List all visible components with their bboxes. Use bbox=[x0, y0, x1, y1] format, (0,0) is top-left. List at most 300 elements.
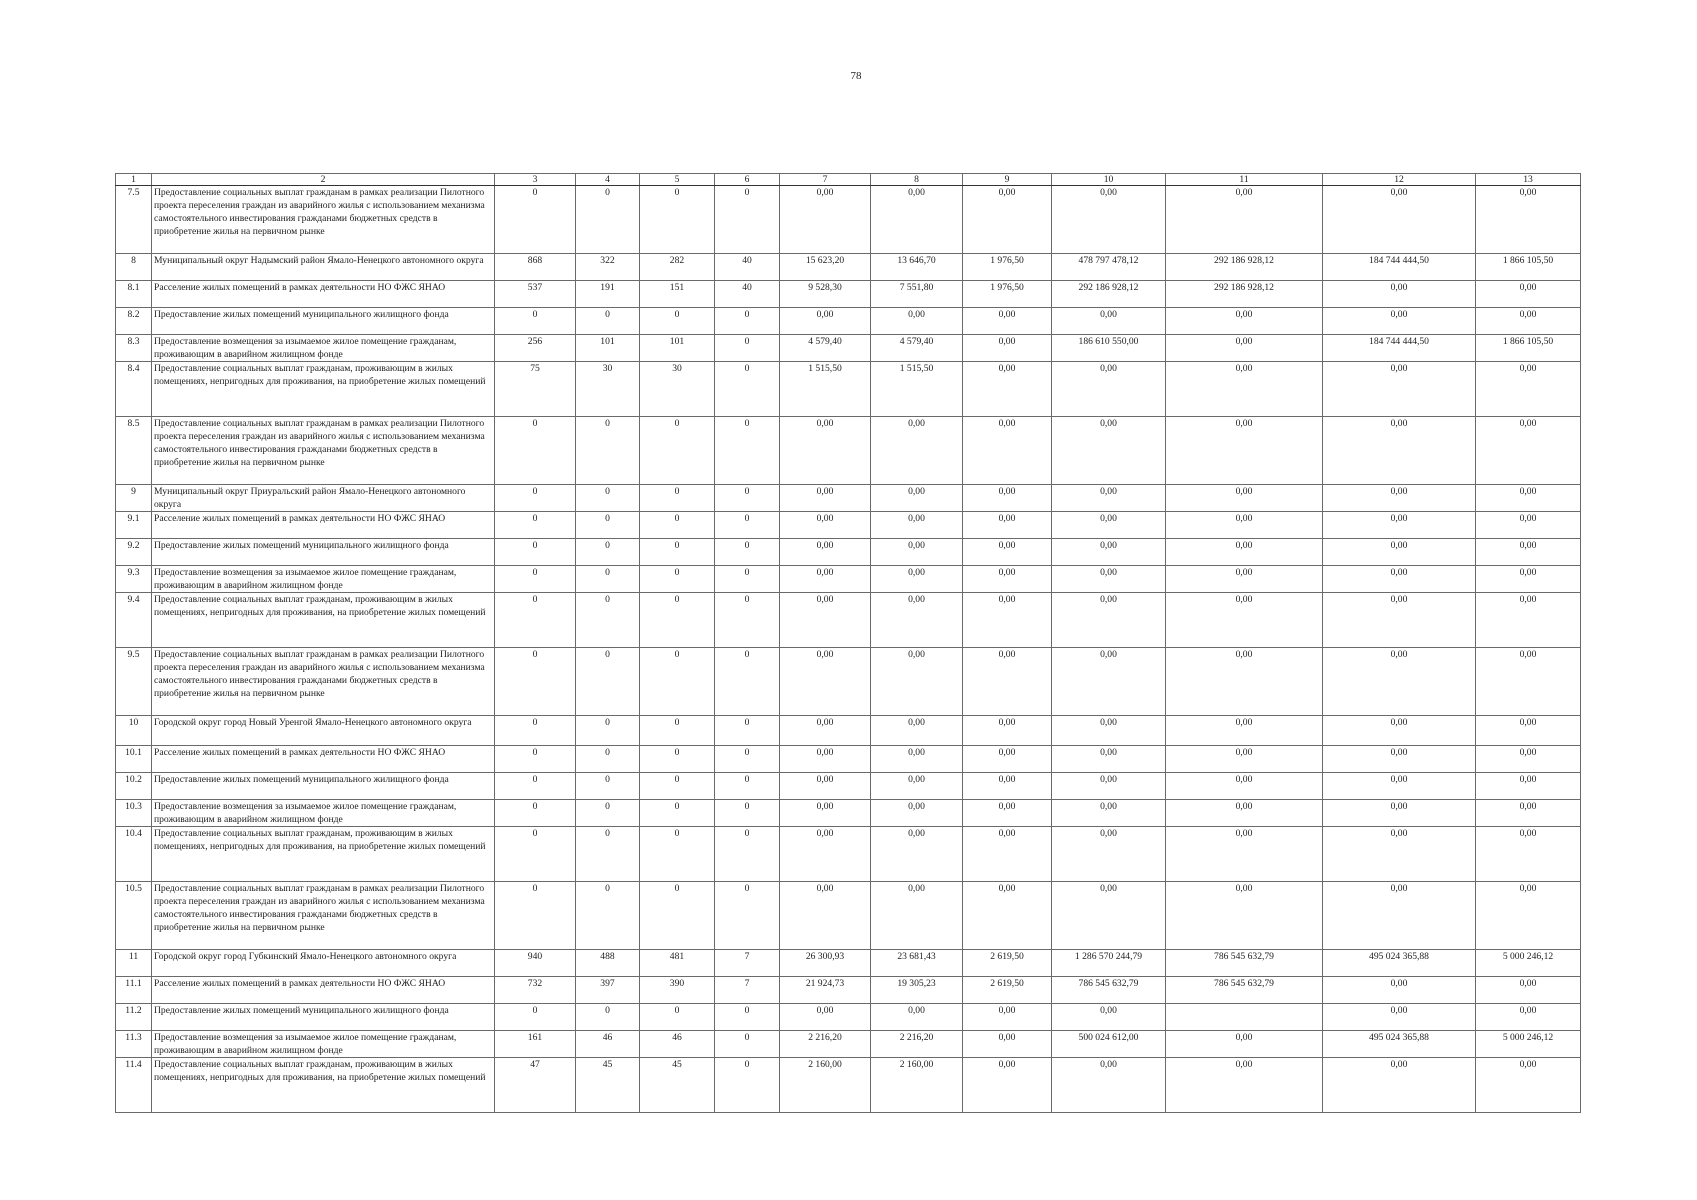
value-cell: 0,00 bbox=[1323, 977, 1476, 1004]
row-name-cell: Предоставление социальных выплат гражданам в рамках реализации Пилотного проекта переселения граждан из аварийного жилья с использованием механизма самостоятельного инвестирования гражданами бюджетных средств в приобретение жилья на первичном рынке bbox=[152, 882, 495, 950]
value-cell: 0,00 bbox=[871, 746, 963, 773]
value-cell: 0 bbox=[495, 539, 576, 566]
value-cell: 0 bbox=[715, 593, 780, 648]
column-header-9: 9 bbox=[963, 174, 1052, 186]
value-cell: 0,00 bbox=[1052, 716, 1166, 746]
value-cell: 5 000 246,12 bbox=[1476, 950, 1581, 977]
value-cell: 786 545 632,79 bbox=[1052, 977, 1166, 1004]
header-row bbox=[116, 174, 1581, 186]
value-cell: 0 bbox=[640, 827, 715, 882]
table-row bbox=[116, 308, 1581, 335]
table-row bbox=[116, 800, 1581, 827]
row-number-cell: 10.3 bbox=[116, 800, 152, 827]
value-cell: 30 bbox=[576, 362, 640, 417]
value-cell: 0,00 bbox=[1476, 716, 1581, 746]
value-cell: 0 bbox=[715, 773, 780, 800]
row-number-cell: 9.3 bbox=[116, 566, 152, 593]
table-row bbox=[116, 773, 1581, 800]
row-name-cell: Муниципальный округ Приуральский район Ямало-Ненецкого автономного округа bbox=[152, 485, 495, 512]
value-cell: 0,00 bbox=[963, 773, 1052, 800]
value-cell: 0,00 bbox=[1476, 773, 1581, 800]
value-cell: 488 bbox=[576, 950, 640, 977]
value-cell: 45 bbox=[640, 1058, 715, 1113]
value-cell: 0,00 bbox=[963, 827, 1052, 882]
value-cell: 292 186 928,12 bbox=[1052, 281, 1166, 308]
value-cell: 0 bbox=[640, 716, 715, 746]
row-number-cell: 8.4 bbox=[116, 362, 152, 417]
row-name-cell: Предоставление социальных выплат гражданам, проживающим в жилых помещениях, непригодных для проживания, на приобретение жилых помещений bbox=[152, 362, 495, 417]
value-cell: 0,00 bbox=[963, 335, 1052, 362]
value-cell: 940 bbox=[495, 950, 576, 977]
value-cell: 0,00 bbox=[1323, 1058, 1476, 1113]
value-cell: 23 681,43 bbox=[871, 950, 963, 977]
value-cell: 0 bbox=[576, 539, 640, 566]
value-cell: 0 bbox=[576, 827, 640, 882]
value-cell: 0,00 bbox=[1166, 512, 1323, 539]
value-cell: 0 bbox=[495, 882, 576, 950]
table-body bbox=[116, 186, 1581, 1113]
value-cell: 0,00 bbox=[1166, 186, 1323, 254]
value-cell: 0,00 bbox=[1476, 593, 1581, 648]
value-cell: 0,00 bbox=[1052, 800, 1166, 827]
value-cell: 0,00 bbox=[1052, 1058, 1166, 1113]
value-cell: 0,00 bbox=[871, 566, 963, 593]
value-cell: 0,00 bbox=[963, 593, 1052, 648]
value-cell: 47 bbox=[495, 1058, 576, 1113]
table-row bbox=[116, 335, 1581, 362]
value-cell: 0,00 bbox=[871, 593, 963, 648]
value-cell: 0,00 bbox=[1166, 593, 1323, 648]
value-cell: 0,00 bbox=[780, 827, 871, 882]
row-name-cell: Предоставление жилых помещений муниципального жилищного фонда bbox=[152, 308, 495, 335]
row-number-cell: 8.3 bbox=[116, 335, 152, 362]
value-cell: 0,00 bbox=[963, 1058, 1052, 1113]
value-cell: 397 bbox=[576, 977, 640, 1004]
value-cell: 151 bbox=[640, 281, 715, 308]
value-cell: 0,00 bbox=[780, 308, 871, 335]
value-cell: 0,00 bbox=[1166, 566, 1323, 593]
value-cell: 0,00 bbox=[1323, 716, 1476, 746]
value-cell: 0,00 bbox=[871, 485, 963, 512]
value-cell bbox=[1166, 1004, 1323, 1031]
row-name-cell: Городской округ город Новый Уренгой Ямало-Ненецкого автономного округа bbox=[152, 716, 495, 746]
row-name-cell: Предоставление социальных выплат гражданам, проживающим в жилых помещениях, непригодных для проживания, на приобретение жилых помещений bbox=[152, 827, 495, 882]
table-row bbox=[116, 716, 1581, 746]
value-cell: 4 579,40 bbox=[871, 335, 963, 362]
value-cell: 0,00 bbox=[1476, 648, 1581, 716]
value-cell: 292 186 928,12 bbox=[1166, 281, 1323, 308]
value-cell: 15 623,20 bbox=[780, 254, 871, 281]
value-cell: 0 bbox=[495, 186, 576, 254]
value-cell: 390 bbox=[640, 977, 715, 1004]
value-cell: 0 bbox=[495, 485, 576, 512]
value-cell: 0,00 bbox=[1323, 512, 1476, 539]
row-number-cell: 11.2 bbox=[116, 1004, 152, 1031]
value-cell: 0,00 bbox=[963, 512, 1052, 539]
value-cell: 0,00 bbox=[1052, 308, 1166, 335]
value-cell: 0 bbox=[715, 882, 780, 950]
row-name-cell: Предоставление социальных выплат гражданам в рамках реализации Пилотного проекта переселения граждан из аварийного жилья с использованием механизма самостоятельного инвестирования гражданами бюджетных средств в приобретение жилья на первичном рынке bbox=[152, 186, 495, 254]
row-name-cell: Расселение жилых помещений в рамках деятельности НО ФЖС ЯНАО bbox=[152, 512, 495, 539]
table-row bbox=[116, 281, 1581, 308]
value-cell: 0,00 bbox=[871, 800, 963, 827]
value-cell: 495 024 365,88 bbox=[1323, 950, 1476, 977]
table-row bbox=[116, 977, 1581, 1004]
table-row bbox=[116, 566, 1581, 593]
data-table bbox=[115, 173, 1581, 1113]
value-cell: 184 744 444,50 bbox=[1323, 335, 1476, 362]
value-cell: 0,00 bbox=[1166, 746, 1323, 773]
value-cell: 0,00 bbox=[1476, 539, 1581, 566]
value-cell: 0 bbox=[495, 1004, 576, 1031]
row-number-cell: 11.1 bbox=[116, 977, 152, 1004]
value-cell: 0,00 bbox=[1166, 485, 1323, 512]
table-row bbox=[116, 362, 1581, 417]
row-number-cell: 10 bbox=[116, 716, 152, 746]
column-header-11: 11 bbox=[1166, 174, 1323, 186]
value-cell: 0,00 bbox=[1166, 800, 1323, 827]
value-cell: 0,00 bbox=[1052, 512, 1166, 539]
value-cell: 0 bbox=[715, 512, 780, 539]
value-cell: 478 797 478,12 bbox=[1052, 254, 1166, 281]
row-name-cell: Предоставление возмещения за изымаемое жилое помещение гражданам, проживающим в аварийном жилищном фонде bbox=[152, 335, 495, 362]
value-cell: 0 bbox=[715, 335, 780, 362]
value-cell: 0,00 bbox=[1323, 539, 1476, 566]
value-cell: 0 bbox=[715, 362, 780, 417]
value-cell: 0,00 bbox=[963, 800, 1052, 827]
value-cell: 9 528,30 bbox=[780, 281, 871, 308]
value-cell: 0,00 bbox=[1052, 773, 1166, 800]
row-name-cell: Предоставление возмещения за изымаемое жилое помещение гражданам, проживающим в аварийном жилищном фонде bbox=[152, 800, 495, 827]
row-number-cell: 8.5 bbox=[116, 417, 152, 485]
value-cell: 0 bbox=[640, 566, 715, 593]
row-number-cell: 10.4 bbox=[116, 827, 152, 882]
table-row bbox=[116, 882, 1581, 950]
value-cell: 0,00 bbox=[1476, 566, 1581, 593]
value-cell: 0,00 bbox=[780, 485, 871, 512]
value-cell: 0,00 bbox=[963, 485, 1052, 512]
value-cell: 0,00 bbox=[1052, 539, 1166, 566]
row-name-cell: Городской округ город Губкинский Ямало-Ненецкого автономного округа bbox=[152, 950, 495, 977]
value-cell: 0,00 bbox=[1476, 827, 1581, 882]
value-cell: 1 866 105,50 bbox=[1476, 335, 1581, 362]
value-cell: 0 bbox=[640, 882, 715, 950]
table-row bbox=[116, 827, 1581, 882]
column-header-12: 12 bbox=[1323, 174, 1476, 186]
value-cell: 0,00 bbox=[1052, 566, 1166, 593]
column-header-2: 2 bbox=[152, 174, 495, 186]
value-cell: 1 286 570 244,79 bbox=[1052, 950, 1166, 977]
value-cell: 0,00 bbox=[780, 773, 871, 800]
value-cell: 40 bbox=[715, 254, 780, 281]
value-cell: 0 bbox=[715, 1058, 780, 1113]
value-cell: 5 000 246,12 bbox=[1476, 1031, 1581, 1058]
value-cell: 0 bbox=[715, 417, 780, 485]
value-cell: 0,00 bbox=[1052, 746, 1166, 773]
value-cell: 0,00 bbox=[1052, 648, 1166, 716]
row-name-cell: Расселение жилых помещений в рамках деятельности НО ФЖС ЯНАО bbox=[152, 977, 495, 1004]
value-cell: 101 bbox=[576, 335, 640, 362]
value-cell: 0,00 bbox=[1323, 648, 1476, 716]
value-cell: 0,00 bbox=[1323, 1004, 1476, 1031]
value-cell: 0,00 bbox=[1323, 827, 1476, 882]
value-cell: 0 bbox=[495, 800, 576, 827]
value-cell: 0 bbox=[495, 566, 576, 593]
value-cell: 0,00 bbox=[1166, 417, 1323, 485]
value-cell: 0,00 bbox=[963, 1004, 1052, 1031]
row-name-cell: Предоставление жилых помещений муниципального жилищного фонда bbox=[152, 773, 495, 800]
value-cell: 4 579,40 bbox=[780, 335, 871, 362]
row-number-cell: 8.2 bbox=[116, 308, 152, 335]
value-cell: 732 bbox=[495, 977, 576, 1004]
value-cell: 1 866 105,50 bbox=[1476, 254, 1581, 281]
value-cell: 0,00 bbox=[871, 773, 963, 800]
value-cell: 26 300,93 bbox=[780, 950, 871, 977]
value-cell: 1 515,50 bbox=[780, 362, 871, 417]
column-header-4: 4 bbox=[576, 174, 640, 186]
value-cell: 2 216,20 bbox=[871, 1031, 963, 1058]
value-cell: 0,00 bbox=[871, 417, 963, 485]
table-row bbox=[116, 1031, 1581, 1058]
value-cell: 0 bbox=[715, 539, 780, 566]
value-cell: 0,00 bbox=[1052, 1004, 1166, 1031]
value-cell: 184 744 444,50 bbox=[1323, 254, 1476, 281]
value-cell: 0,00 bbox=[1323, 308, 1476, 335]
value-cell: 0 bbox=[640, 308, 715, 335]
value-cell: 0,00 bbox=[963, 539, 1052, 566]
value-cell: 0 bbox=[640, 417, 715, 485]
value-cell: 0 bbox=[715, 827, 780, 882]
value-cell: 0,00 bbox=[963, 417, 1052, 485]
value-cell: 0 bbox=[495, 716, 576, 746]
value-cell: 0 bbox=[576, 417, 640, 485]
value-cell: 0,00 bbox=[780, 882, 871, 950]
row-name-cell: Муниципальный округ Надымский район Ямало-Ненецкого автономного округа bbox=[152, 254, 495, 281]
value-cell: 0 bbox=[640, 512, 715, 539]
value-cell: 0,00 bbox=[1476, 882, 1581, 950]
value-cell: 0 bbox=[576, 566, 640, 593]
value-cell: 0,00 bbox=[1323, 186, 1476, 254]
value-cell: 0,00 bbox=[780, 1004, 871, 1031]
table-row bbox=[116, 648, 1581, 716]
value-cell: 0,00 bbox=[1323, 281, 1476, 308]
value-cell: 30 bbox=[640, 362, 715, 417]
row-number-cell: 10.1 bbox=[116, 746, 152, 773]
value-cell: 0 bbox=[640, 746, 715, 773]
value-cell: 0,00 bbox=[1052, 882, 1166, 950]
value-cell: 0,00 bbox=[1323, 362, 1476, 417]
value-cell: 0,00 bbox=[1166, 1031, 1323, 1058]
value-cell: 0 bbox=[495, 512, 576, 539]
value-cell: 0,00 bbox=[1476, 362, 1581, 417]
value-cell: 0,00 bbox=[1476, 512, 1581, 539]
value-cell: 0,00 bbox=[871, 512, 963, 539]
value-cell: 186 610 550,00 bbox=[1052, 335, 1166, 362]
value-cell: 537 bbox=[495, 281, 576, 308]
value-cell: 7 bbox=[715, 950, 780, 977]
value-cell: 101 bbox=[640, 335, 715, 362]
value-cell: 0 bbox=[640, 800, 715, 827]
value-cell: 0,00 bbox=[963, 566, 1052, 593]
value-cell: 0 bbox=[715, 1031, 780, 1058]
value-cell: 0,00 bbox=[963, 308, 1052, 335]
value-cell: 0 bbox=[715, 800, 780, 827]
value-cell: 0 bbox=[640, 593, 715, 648]
value-cell: 0 bbox=[495, 593, 576, 648]
value-cell: 0 bbox=[576, 1004, 640, 1031]
value-cell: 0 bbox=[715, 485, 780, 512]
value-cell: 0 bbox=[715, 308, 780, 335]
value-cell: 0,00 bbox=[1476, 977, 1581, 1004]
value-cell: 0,00 bbox=[780, 512, 871, 539]
value-cell: 0 bbox=[495, 773, 576, 800]
value-cell: 0,00 bbox=[780, 746, 871, 773]
value-cell: 0,00 bbox=[1476, 1004, 1581, 1031]
row-name-cell: Расселение жилых помещений в рамках деятельности НО ФЖС ЯНАО bbox=[152, 281, 495, 308]
value-cell: 0,00 bbox=[871, 827, 963, 882]
value-cell: 481 bbox=[640, 950, 715, 977]
value-cell: 0,00 bbox=[1052, 485, 1166, 512]
value-cell: 0,00 bbox=[871, 539, 963, 566]
row-number-cell: 10.5 bbox=[116, 882, 152, 950]
table-row bbox=[116, 1058, 1581, 1113]
value-cell: 0,00 bbox=[1052, 362, 1166, 417]
table-row bbox=[116, 746, 1581, 773]
value-cell: 0 bbox=[640, 773, 715, 800]
table-row bbox=[116, 950, 1581, 977]
column-header-1: 1 bbox=[116, 174, 152, 186]
value-cell: 0,00 bbox=[1052, 186, 1166, 254]
value-cell: 0,00 bbox=[1166, 773, 1323, 800]
value-cell: 0,00 bbox=[1476, 1058, 1581, 1113]
value-cell: 0 bbox=[576, 882, 640, 950]
row-number-cell: 8 bbox=[116, 254, 152, 281]
row-number-cell: 7.5 bbox=[116, 186, 152, 254]
value-cell: 0,00 bbox=[1323, 485, 1476, 512]
value-cell: 0,00 bbox=[780, 716, 871, 746]
row-number-cell: 9.5 bbox=[116, 648, 152, 716]
row-name-cell: Предоставление возмещения за изымаемое жилое помещение гражданам, проживающим в аварийном жилищном фонде bbox=[152, 566, 495, 593]
value-cell: 0 bbox=[715, 186, 780, 254]
value-cell: 0 bbox=[495, 648, 576, 716]
value-cell: 0 bbox=[495, 417, 576, 485]
value-cell: 868 bbox=[495, 254, 576, 281]
value-cell: 0,00 bbox=[1323, 566, 1476, 593]
value-cell: 0 bbox=[495, 746, 576, 773]
value-cell: 21 924,73 bbox=[780, 977, 871, 1004]
value-cell: 0 bbox=[715, 1004, 780, 1031]
value-cell: 13 646,70 bbox=[871, 254, 963, 281]
value-cell: 0,00 bbox=[1166, 648, 1323, 716]
value-cell: 2 160,00 bbox=[780, 1058, 871, 1113]
value-cell: 0,00 bbox=[871, 186, 963, 254]
value-cell: 0 bbox=[576, 485, 640, 512]
value-cell: 0,00 bbox=[1323, 746, 1476, 773]
row-number-cell: 10.2 bbox=[116, 773, 152, 800]
value-cell: 0,00 bbox=[1166, 1058, 1323, 1113]
value-cell: 500 024 612,00 bbox=[1052, 1031, 1166, 1058]
value-cell: 0,00 bbox=[780, 417, 871, 485]
value-cell: 0 bbox=[576, 716, 640, 746]
value-cell: 46 bbox=[640, 1031, 715, 1058]
value-cell: 2 160,00 bbox=[871, 1058, 963, 1113]
value-cell: 0,00 bbox=[1166, 362, 1323, 417]
value-cell: 0,00 bbox=[963, 746, 1052, 773]
value-cell: 191 bbox=[576, 281, 640, 308]
value-cell: 0,00 bbox=[1476, 281, 1581, 308]
value-cell: 0 bbox=[640, 539, 715, 566]
value-cell: 0,00 bbox=[780, 648, 871, 716]
table-row bbox=[116, 254, 1581, 281]
table-row bbox=[116, 512, 1581, 539]
page-number: 78 bbox=[850, 70, 862, 82]
row-name-cell: Предоставление социальных выплат гражданам в рамках реализации Пилотного проекта переселения граждан из аварийного жилья с использованием механизма самостоятельного инвестирования гражданами бюджетных средств в приобретение жилья на первичном рынке bbox=[152, 648, 495, 716]
value-cell: 0,00 bbox=[1476, 800, 1581, 827]
row-name-cell: Предоставление жилых помещений муниципального жилищного фонда bbox=[152, 1004, 495, 1031]
value-cell: 45 bbox=[576, 1058, 640, 1113]
value-cell: 0 bbox=[576, 800, 640, 827]
value-cell: 786 545 632,79 bbox=[1166, 977, 1323, 1004]
value-cell: 7 551,80 bbox=[871, 281, 963, 308]
value-cell: 0,00 bbox=[1476, 746, 1581, 773]
value-cell: 0,00 bbox=[963, 882, 1052, 950]
column-header-3: 3 bbox=[495, 174, 576, 186]
row-number-cell: 11.4 bbox=[116, 1058, 152, 1113]
row-number-cell: 11 bbox=[116, 950, 152, 977]
value-cell: 786 545 632,79 bbox=[1166, 950, 1323, 977]
value-cell: 0,00 bbox=[780, 539, 871, 566]
value-cell: 0,00 bbox=[1166, 716, 1323, 746]
value-cell: 0 bbox=[715, 648, 780, 716]
column-header-8: 8 bbox=[871, 174, 963, 186]
value-cell: 7 bbox=[715, 977, 780, 1004]
column-header-6: 6 bbox=[715, 174, 780, 186]
value-cell: 0,00 bbox=[1476, 485, 1581, 512]
value-cell: 0 bbox=[640, 186, 715, 254]
value-cell: 0 bbox=[715, 566, 780, 593]
table-row bbox=[116, 186, 1581, 254]
value-cell: 0,00 bbox=[780, 593, 871, 648]
table-row bbox=[116, 539, 1581, 566]
value-cell: 0 bbox=[576, 746, 640, 773]
column-header-5: 5 bbox=[640, 174, 715, 186]
row-name-cell: Предоставление жилых помещений муниципального жилищного фонда bbox=[152, 539, 495, 566]
value-cell: 292 186 928,12 bbox=[1166, 254, 1323, 281]
value-cell: 1 976,50 bbox=[963, 254, 1052, 281]
value-cell: 0,00 bbox=[963, 186, 1052, 254]
row-number-cell: 9.1 bbox=[116, 512, 152, 539]
value-cell: 0,00 bbox=[871, 648, 963, 716]
value-cell: 0,00 bbox=[963, 716, 1052, 746]
value-cell: 2 619,50 bbox=[963, 950, 1052, 977]
value-cell: 0 bbox=[495, 308, 576, 335]
value-cell: 0,00 bbox=[1476, 308, 1581, 335]
value-cell: 0,00 bbox=[963, 362, 1052, 417]
column-header-13: 13 bbox=[1476, 174, 1581, 186]
value-cell: 0,00 bbox=[780, 566, 871, 593]
row-number-cell: 9 bbox=[116, 485, 152, 512]
value-cell: 256 bbox=[495, 335, 576, 362]
value-cell: 282 bbox=[640, 254, 715, 281]
value-cell: 161 bbox=[495, 1031, 576, 1058]
table-row bbox=[116, 1004, 1581, 1031]
value-cell: 2 619,50 bbox=[963, 977, 1052, 1004]
value-cell: 0,00 bbox=[1476, 186, 1581, 254]
value-cell: 75 bbox=[495, 362, 576, 417]
value-cell: 46 bbox=[576, 1031, 640, 1058]
table-row bbox=[116, 485, 1581, 512]
value-cell: 0 bbox=[576, 308, 640, 335]
